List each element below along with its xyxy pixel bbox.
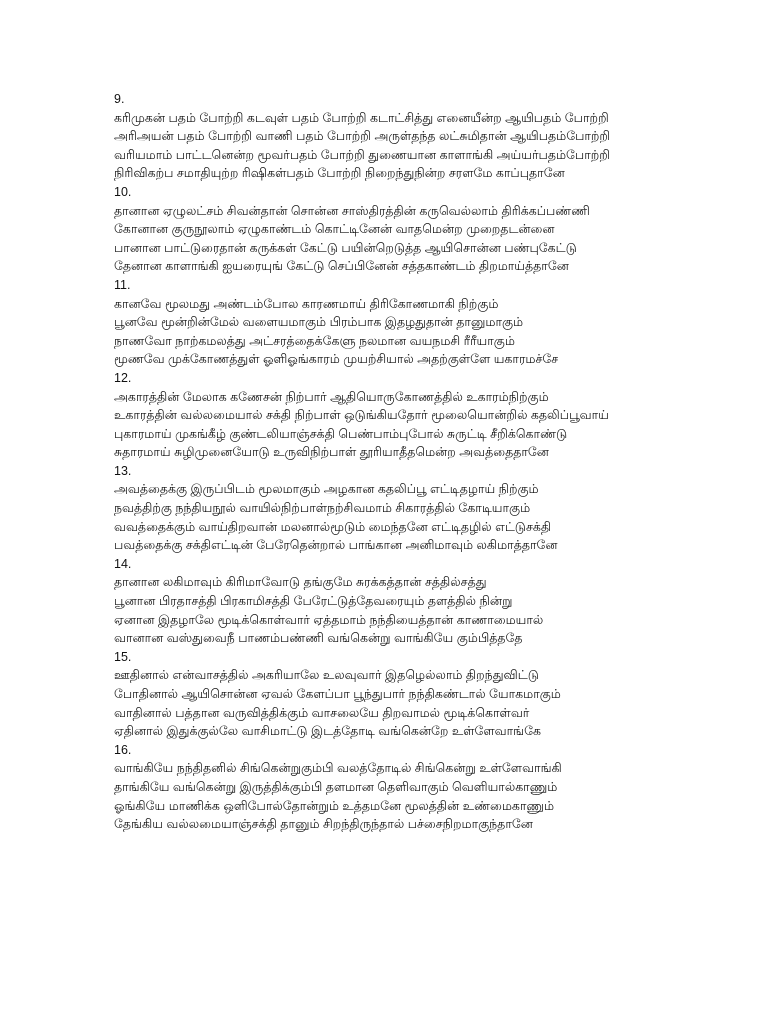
verse-line: சுதாரமாய் சுழிமுனையோடு உருவிநிற்பாள் தூரியாதீதமென்ற அவத்தைதானே <box>114 445 549 460</box>
verse-line: வரியமாம் பாட்டனென்ற மூவர்பதம் போற்றி துணையான காளாங்கி அய்யர்பதம்போற்றி <box>114 147 610 162</box>
verse-line: வானான வஸ்துவைநீ பாணம்பண்ணி வங்கென்று வாங்கியே கும்பித்ததே <box>114 631 523 646</box>
verse-number: 11. <box>114 277 131 292</box>
verse-number: 16. <box>114 742 132 757</box>
verse-line: அகாரத்தின் மேலாக கணேசன் நிற்பார் ஆதியொருகோணத்தில் உகாரம்நிற்கும் <box>114 389 549 404</box>
verse-line: தானான லகிமாவும் கிரிமாவோடு தங்குமே சுரக்கத்தான் சத்தில்சத்து <box>114 575 487 590</box>
verse-line: அரிஅயன் பதம் போற்றி வாணி பதம் போற்றி அருள்தந்த லட்சுமிதான் ஆயிபதம்போற்றி <box>114 129 611 144</box>
verse-line: ஏதினால் இதுக்குல்லே வாசிமாட்டு இடத்தோடி வங்கென்றே உள்ளேவாங்கே <box>114 724 541 739</box>
verse-line: வவத்தைக்கும் வாய்திறவான் மலனால்மூடும் மைந்தனே எட்டிதழில் எட்டுசக்தி <box>114 519 552 534</box>
verse-number: 13. <box>114 463 132 478</box>
verse-line: மூணவே முக்கோணத்துள் ஓளிஓங்காரம் முயற்சியால் அதற்குள்ளே யகாரமச்சே <box>114 352 559 367</box>
verse-15 <box>114 648 714 741</box>
verse-line: பூனான பிரதாசத்தி பிரகாமிசத்தி பேரேட்டுத்தேவரையும் தளத்தில் நின்று <box>114 594 513 609</box>
verse-line: தாங்கியே வங்கென்று இருத்திக்கும்பி தளமான தெளிவாகும் வெளியால்காணும் <box>114 779 558 794</box>
verse-line: கரிமுகன் பதம் போற்றி கடவுள் பதம் போற்றி கடாட்சித்து எனையீன்ற ஆயிபதம் போற்றி <box>114 110 609 125</box>
verse-line: உகாரத்தின் வல்லமையால் சக்தி நிற்பாள் ஒடுங்கியதோர் மூலையொன்றில் கதலிப்பூவாய் <box>114 408 609 423</box>
verse-line: அவத்தைக்கு இருப்பிடம் மூலமாகும் அழகான கதலிப்பூ எட்டிதழாய் நிற்கும் <box>114 482 539 497</box>
verse-line: போதினால் ஆயிசொன்ன ஏவல் கேளப்பா பூந்துபார் நந்திகண்டால் யோகமாகும் <box>114 687 561 701</box>
verse-line: தானான ஏழுலட்சம் சிவன்தான் சொன்ன சாஸ்திரத்தின் கருவெல்லாம் திரிக்கப்பண்ணி <box>114 203 590 218</box>
verse-10 <box>114 183 714 276</box>
verse-16 <box>114 741 714 834</box>
verse-number: 14. <box>114 556 132 571</box>
verse-number: 9. <box>114 92 125 106</box>
verse-line: பவத்தைக்கு சக்திஎட்டின் பேரேதென்றால் பாங்கான அனிமாவும் லகிமாத்தானே <box>114 538 558 553</box>
verse-line: கானவே மூலமது அண்டம்போல காரணமாய் திரிகோணமாகி நிற்கும் <box>114 296 499 311</box>
verse-13 <box>114 462 714 555</box>
verse-line: புகாரமாய் முகங்கீழ் குண்டலியாஞ்சக்தி பெண்பாம்புபோல் சுருட்டி சீறிக்கொண்டு <box>114 426 568 441</box>
verse-line: கோனான குருநூலாம் ஏழுகாண்டம் கொட்டினேன் வாதமென்ற முறைதடன்னை <box>114 222 555 237</box>
verse-12 <box>114 369 714 462</box>
verse-number: 10. <box>114 184 132 199</box>
document-page <box>114 90 714 834</box>
verse-line: ஏனான இதழாலே மூடிக்கொள்வார் ஏத்தமாம் நந்தியைத்தான் காணாமையால் <box>114 612 544 627</box>
verse-line: பானான பாட்டுரைதான் கருக்கள் கேட்டு பயின்றெடுத்த ஆயிசொன்ன பண்புகேட்டு <box>114 240 577 255</box>
verse-line: வாங்கியே நந்திதனில் சிங்கென்றுகும்பி வலத்தோடில் சிங்கென்று உள்ளேவாங்கி <box>114 761 562 776</box>
verse-line: ஊதினால் என்வாசத்தில் அகரியாலே உலவுவார் இதழெல்லாம் திறந்துவிட்டு <box>114 668 539 683</box>
verse-line: நவத்திற்கு நந்தியநூல் வாயில்நிற்பாள்நற்சிவமாம் சிகாரத்தில் கோடியாகும் <box>114 501 531 516</box>
verse-11 <box>114 276 714 369</box>
verse-line: வாதினால் பத்தான வருவித்திக்கும் வாசலையே திறவாமல் மூடிக்கொள்வர் <box>114 705 530 720</box>
verse-line: பூனவே மூன்றின்மேல் வளையமாகும் பிரம்பாக இதழதுதான் தானுமாகும் <box>114 315 524 330</box>
verse-line: ஓங்கியே மாணிக்க ஒளிபோல்தோன்றும் உத்தமனே மூலத்தின் உண்மைகாணும் <box>114 798 555 813</box>
verse-line: தேனான காளாங்கி ஐயரையுங் கேட்டு செப்பினேன் சத்தகாண்டம் திறமாய்த்தானே <box>114 259 569 274</box>
verse-14 <box>114 555 714 648</box>
verse-line: நாணவோ நாற்கமலத்து அட்சரத்தைக்கேளு நலமான வயநமசி ரீரீயாகும் <box>114 333 515 348</box>
verse-line: தேங்கிய வல்லமையாஞ்சக்தி தானும் சிறந்திருந்தால் பச்சைநிறமாகுந்தானே <box>114 817 533 832</box>
verse-line: நிரிவிகற்ப சமாதியுற்ற ரிஷிகள்பதம் போற்றி நிறைந்துநின்ற சரளமே காப்புதானே <box>114 166 565 181</box>
verse-number: 12. <box>114 370 132 385</box>
verse-9 <box>114 90 714 183</box>
verse-number: 15. <box>114 649 132 664</box>
